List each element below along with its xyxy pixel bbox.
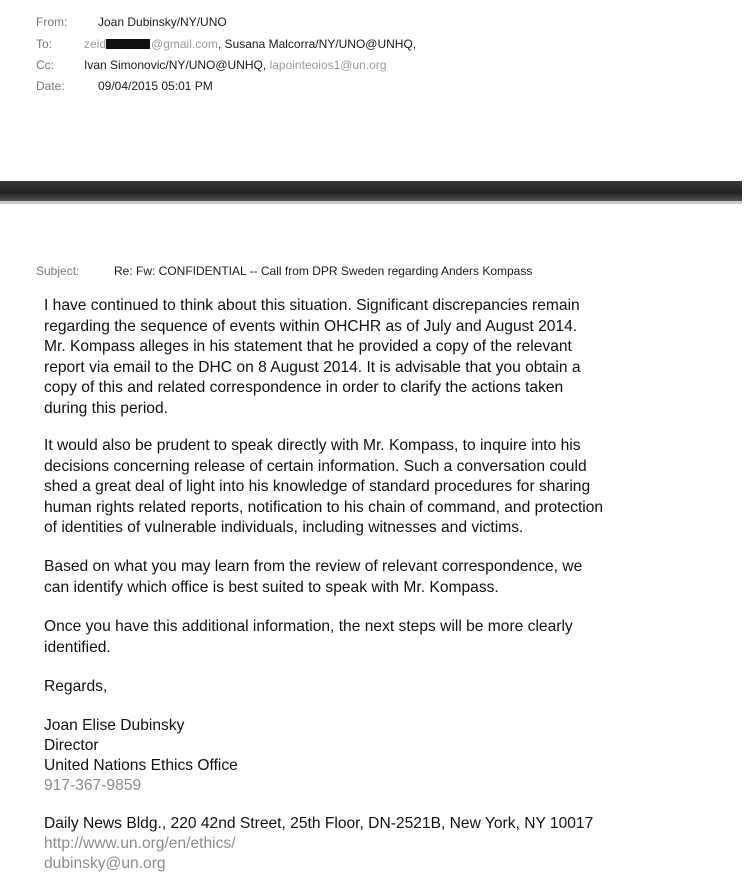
cc-label: Cc: <box>36 58 54 72</box>
from-label: From: <box>36 15 68 29</box>
signature-name: Joan Elise Dubinsky <box>44 717 185 734</box>
subject-label: Subject: <box>36 264 80 278</box>
date-value: 09/04/2015 05:01 PM <box>98 79 213 93</box>
to-label: To: <box>36 37 53 51</box>
paragraph-3: Based on what you may learn from the review of relevant correspondence, we can identify which office is best suited to speak with Mr. Kompass. <box>44 558 583 596</box>
page-break-shadow <box>0 201 742 204</box>
closing: Regards, <box>44 678 108 695</box>
cc-value <box>84 58 387 72</box>
signature-office: United Nations Ethics Office <box>44 757 238 774</box>
date-label: Date: <box>36 79 65 93</box>
redaction-bar <box>106 39 150 49</box>
from-value: Joan Dubinsky/NY/UNO <box>98 15 227 29</box>
paragraph-4: Once you have this additional information, the next steps will be more clearly identified. <box>44 618 573 656</box>
cc-names: Ivan Simonovic/NY/UNO@UNHQ, <box>84 58 267 72</box>
to-value <box>84 37 416 51</box>
to-rest: , Susana Malcorra/NY/UNO@UNHQ, <box>217 37 417 51</box>
signature-address: Daily News Bldg., 220 42nd Street, 25th Floor, DN-2521B, New York, NY 10017 <box>44 815 594 832</box>
to-email-suffix: @gmail.com <box>151 37 218 51</box>
to-prefix: zeid <box>84 37 107 51</box>
cc-email: lapointeoios1@un.org <box>269 58 387 72</box>
paragraph-1: I have continued to think about this situation. Significant discrepancies remain regarding the sequence of events within OHCHR as of July and August 2014. Mr. Kompass alleges in his statement that he provided a copy of the relevant report via email to the DHC on 8 August 2014. It is advisable that you obtain a copy of this and related correspondence in order to clarify the actions taken during this period. <box>44 297 581 417</box>
signature-title: Director <box>44 737 99 754</box>
page-break-band <box>0 181 742 201</box>
signature-email[interactable]: dubinsky@un.org <box>44 855 166 872</box>
subject-value: Re: Fw: CONFIDENTIAL -- Call from DPR Sweden regarding Anders Kompass <box>114 264 533 278</box>
paragraph-2: It would also be prudent to speak directly with Mr. Kompass, to inquire into his decisions concerning release of certain information. Such a conversation could shed a great deal of light into his knowledge of standard procedures for sharing human rights related reports, notification to his chain of command, and protection of identities of vulnerable individuals, including witnesses and victims. <box>44 437 604 536</box>
signature-phone: 917-367-9859 <box>44 777 142 794</box>
signature-url[interactable]: http://www.un.org/en/ethics/ <box>44 835 236 852</box>
